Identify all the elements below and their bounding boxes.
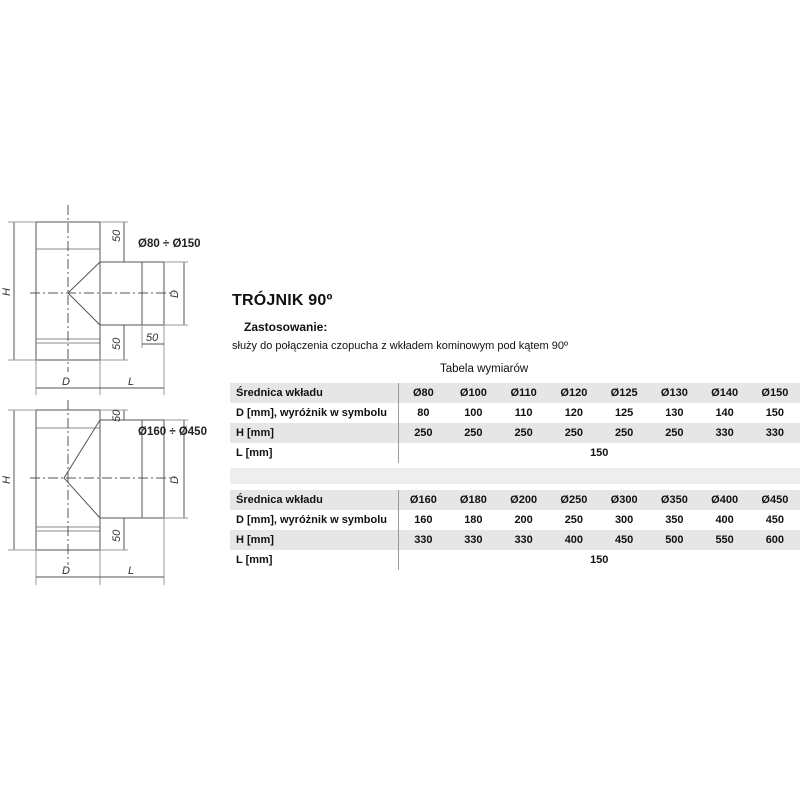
header-cell: Ø150 — [750, 383, 800, 403]
dim-bottom-2: 50 — [111, 529, 123, 542]
dim-side-1: 50 — [146, 332, 159, 344]
table-cell: 100 — [464, 407, 483, 419]
table-cell: 400 — [549, 530, 599, 550]
table-cell: 330 — [499, 530, 549, 550]
table-cell: 450 — [765, 514, 785, 526]
table-cell: 80 — [398, 403, 448, 423]
table-cell: 400 — [715, 514, 734, 526]
table-cell: 250 — [549, 423, 599, 443]
table-cell: 130 — [665, 407, 684, 419]
table-cell: 200 — [514, 514, 533, 526]
table-cell: 550 — [700, 530, 750, 550]
application-label: Zastosowanie: — [244, 320, 328, 334]
row-label: L [mm] — [236, 554, 273, 566]
header-cell: Ø120 — [549, 383, 599, 403]
dim-length-1: L — [128, 376, 135, 388]
table-cell: 250 — [599, 423, 649, 443]
table-cell: 180 — [464, 514, 483, 526]
table-cell: 110 — [514, 407, 533, 419]
table-row — [230, 403, 800, 423]
table-header-row — [230, 490, 800, 510]
drawing-2-range-label: Ø160 ÷ Ø450 — [138, 426, 207, 438]
table-cell: 250 — [649, 423, 699, 443]
row-label: H [mm] — [230, 423, 398, 443]
table-row — [230, 443, 800, 463]
header-cell: Ø160 — [398, 490, 448, 510]
header-cell: Ø450 — [750, 490, 800, 510]
row-label: L [mm] — [236, 447, 273, 459]
table-row — [230, 550, 800, 570]
header-cell: Ø80 — [398, 383, 448, 403]
table-cell: 140 — [715, 407, 734, 419]
table-row — [230, 530, 800, 550]
header-cell: Ø200 — [499, 490, 549, 510]
drawing-1-tee — [8, 205, 188, 395]
dim-h-2: H — [1, 476, 13, 484]
row-label: H [mm] — [230, 530, 398, 550]
header-cell: Ø180 — [448, 490, 498, 510]
header-cell: Ø350 — [649, 490, 699, 510]
header-cell: Ø300 — [599, 490, 649, 510]
table-cell: 125 — [614, 407, 634, 419]
table-cell: 450 — [599, 530, 649, 550]
dim-length-2: L — [128, 565, 135, 577]
dim-h-1: H — [1, 288, 13, 296]
table-cell: 600 — [750, 530, 800, 550]
table-cell: 350 — [665, 514, 684, 526]
table-separator — [230, 468, 800, 484]
table-cell: 330 — [750, 423, 800, 443]
header-cell: Ø100 — [448, 383, 498, 403]
table-cell: 250 — [398, 423, 448, 443]
row-label: D [mm], wyróżnik w symbolu — [236, 407, 387, 419]
header-label: Średnica wkładu — [230, 383, 398, 403]
header-cell: Ø110 — [499, 383, 549, 403]
dim-width-1: D — [62, 376, 70, 388]
table-cell: 330 — [448, 530, 498, 550]
header-cell: Ø125 — [599, 383, 649, 403]
table-cell: 150 — [765, 407, 785, 419]
header-cell: Ø130 — [649, 383, 699, 403]
table-row — [230, 510, 800, 530]
table-cell-merged: 150 — [398, 443, 800, 463]
table-caption: Tabela wymiarów — [440, 363, 529, 375]
dimensions-table-1 — [230, 383, 800, 463]
table-cell: 500 — [649, 530, 699, 550]
table-cell: 300 — [614, 514, 634, 526]
product-title: TRÓJNIK 90º — [232, 292, 333, 309]
row-label: D [mm], wyróżnik w symbolu — [236, 514, 387, 526]
application-text: służy do połączenia czopucha z wkładem kominowym pod kątem 90º — [232, 340, 569, 352]
drawings-svg — [0, 0, 230, 800]
dim-diameter-2: D — [169, 476, 181, 484]
table-cell: 330 — [700, 423, 750, 443]
dim-diameter-1: D — [169, 290, 181, 298]
table-cell-merged: 150 — [398, 550, 800, 570]
table-cell: 250 — [564, 514, 584, 526]
dim-top-1: 50 — [111, 229, 123, 242]
header-cell: Ø400 — [700, 490, 750, 510]
table-cell: 330 — [398, 530, 448, 550]
technical-drawings — [0, 0, 230, 800]
table-cell: 250 — [499, 423, 549, 443]
dim-bottom-1: 50 — [111, 337, 123, 350]
drawing-1-range-label: Ø80 ÷ Ø150 — [138, 238, 201, 250]
table-header-row — [230, 383, 800, 403]
table-cell: 120 — [564, 407, 584, 419]
dim-top-2: 50 — [111, 409, 123, 422]
table-row — [230, 423, 800, 443]
header-cell: Ø250 — [549, 490, 599, 510]
header-cell: Ø140 — [700, 383, 750, 403]
dimensions-table-2 — [230, 490, 800, 570]
dim-width-2: D — [62, 565, 70, 577]
table-cell: 250 — [448, 423, 498, 443]
header-label: Średnica wkładu — [230, 490, 398, 510]
table-cell: 160 — [398, 510, 448, 530]
